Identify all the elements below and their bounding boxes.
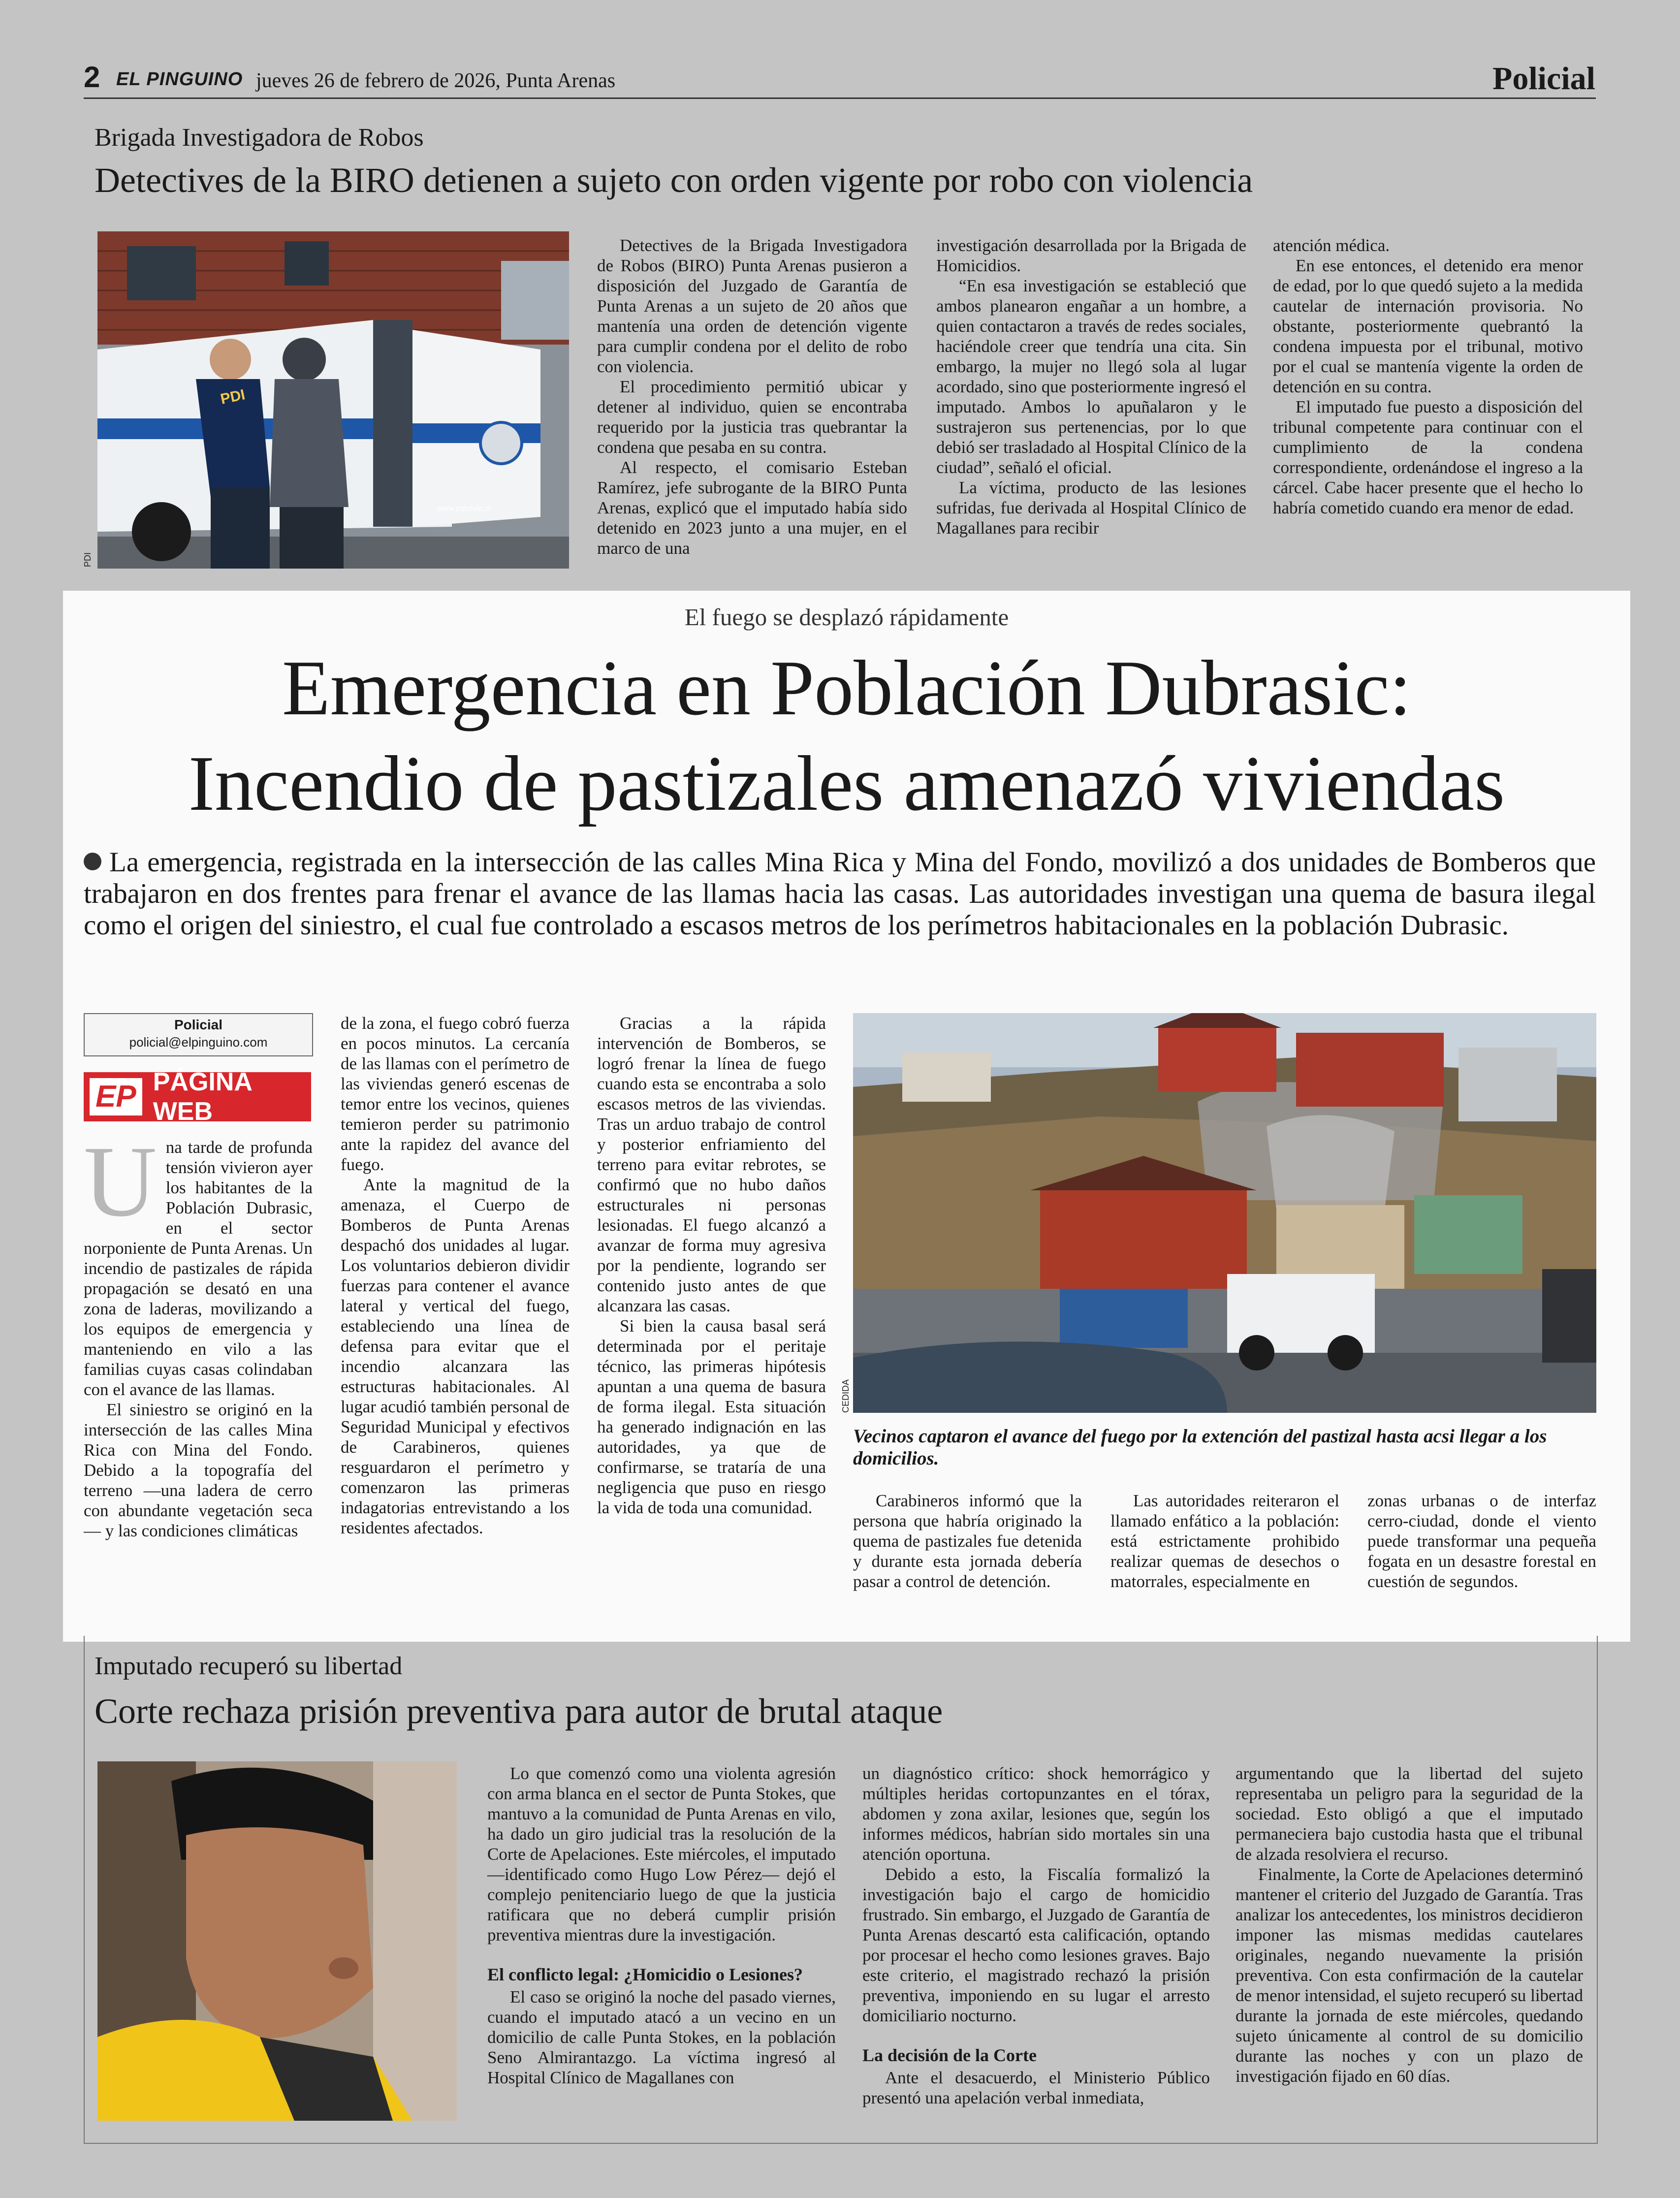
paragraph: Las autoridades reiteraron el llamado enfático a la población: está estrictamente prohibido realizar quemas de desechos o matorrales, especialmente en [1110, 1491, 1339, 1591]
paragraph: Detectives de la Brigada Investigadora de Robos (BIRO) Punta Arenas pusieron a disposición del Juzgado de Garantía de Punta Arenas a un sujeto de 20 años que mantenía una orden de detención vigente para cumplir condena por el delito de robo con violencia. [597, 236, 907, 376]
story3-column-3 [1236, 1763, 1583, 2086]
dateline: jueves 26 de febrero de 2026, Punta Arenas [256, 69, 616, 92]
paragraph: En ese entonces, el detenido era menor de edad, por lo que quedó sujeto a la medida cautelar de internación provisoria. No obstante, posteriormente quebrantó la condena impuesta por el tribunal, motivo por el cual se mantenía vigente la orden de detención en su contra. [1273, 256, 1583, 396]
feature-headline-line-1: Emergencia en Población Dubrasic: [282, 644, 1412, 732]
feature-photo [853, 1013, 1596, 1413]
lead-text: La emergencia, registrada en la intersección de las calles Mina Rica y Mina del Fondo, movilizó a dos unidades de Bomberos que trabajaron en dos frentes para frenar el avance de las llamas hacia las casas. Las autoridades investigan una quema de basura ilegal como el origen del siniestro, el cual fue controlado a escasos metros de los perímetros habitacionales en la población Dubrasic. [84, 847, 1596, 941]
byline-email[interactable]: policial@elpinguino.com [129, 1035, 268, 1050]
paragraph: de la zona, el fuego cobró fuerza en pocos minutos. La cercanía de las llamas con el perímetro de las viviendas generó escenas de temor entre los vecinos, quienes temieron perder su patrimonio ante la rapidez del avance del fuego. [341, 1014, 570, 1174]
byline-section: Policial [174, 1017, 223, 1032]
feature-kicker: El fuego se desplazó rápidamente [684, 604, 1009, 631]
section-title: Policial [1492, 61, 1595, 96]
byline-box [84, 1013, 313, 1056]
paragraph: Carabineros informó que la persona que habría originado la quema de pastizales fue detenida y durante esta jornada debería pasar a control de detención. [853, 1491, 1082, 1591]
dropcap: U [84, 1125, 157, 1238]
story1-column-3 [1273, 235, 1583, 518]
feature-column-3 [597, 1013, 826, 1518]
feature-column-4 [853, 1491, 1082, 1592]
story3-subhead-1: El conflicto legal: ¿Homicidio o Lesiones? [487, 1965, 803, 1984]
hillside-fire-illustration [853, 1013, 1596, 1413]
paragraph: Si bien la causa basal será determinada por el peritaje técnico, las primeras hipótesis apuntan a una quema de basura de forma ilegal. Esta situación ha generado indignación en las autoridades, ya que de confirmarse, se trataría de una negligencia que puso en riesgo la vida de toda una comunidad. [597, 1316, 826, 1517]
story1-photo-credit: PDI [83, 552, 93, 567]
paragraph: argumentando que la libertad del sujeto representaba un peligro para la seguridad de la sociedad. Esto obligó a que el imputado permaneciera bajo custodia hasta que el tribunal de alzada resolviera el recurso. [1236, 1764, 1583, 1864]
paragraph: atención médica. [1273, 236, 1390, 255]
story1-photo [97, 231, 569, 569]
paragraph: Ante el desacuerdo, el Ministerio Público presentó una apelación verbal inmediata, [862, 2068, 1210, 2107]
story1-column-2 [936, 235, 1246, 538]
paragraph: investigación desarrollada por la Brigada de Homicidios. [936, 236, 1246, 275]
paragraph: “En esa investigación se estableció que ambos planearon engañar a un hombre, a quien contactaron a través de redes sociales, haciéndole creer que tendría una cita. Sin embargo, la mujer no llegó sola al lugar acordado, sino que posteriormente ingresó el imputado. Ambos lo apuñalaron y le sustrajeron sus pertenencias, por lo que debió ser trasladado al Hospital Clínico de la ciudad”, señaló el oficial. [936, 276, 1246, 477]
paragraph: Debido a esto, la Fiscalía formalizó la investigación bajo el cargo de homicidio frustrado. Sin embargo, el Juzgado de Garantía de Punta Arenas descartó esta calificación, optando por procesar el hecho como lesiones graves. Bajo este criterio, el magistrado rechazó la prisión preventiva, imponiendo en su lugar el arresto domiciliario nocturno. [862, 1865, 1210, 2025]
story3-subhead-2: La decisión de la Corte [862, 2045, 1037, 2065]
page-number: 2 [84, 61, 100, 94]
feature-lead [84, 847, 1596, 941]
feature-column-2 [341, 1013, 570, 1538]
paragraph: El procedimiento permitió ubicar y detener al individuo, quien se encontraba requerido por la justicia tras quebrantar la condena que pesaba en su contra. [597, 377, 907, 457]
police-arrest-illustration [97, 231, 569, 569]
portrait-illustration [97, 1761, 457, 2121]
paragraph: na tarde de profunda tensión vivieron ayer los habitantes de la Población Dubrasic, en el sector norponiente de Punta Arenas. Un incendio de pastizales de rápida propagación se desató en una zona de laderas, movilizando a los equipos de emergencia y manteniendo en vilo a las familias cuyas casas colindaban con el avance de las llamas. [84, 1138, 313, 1399]
story3-column-2 [862, 1763, 1210, 2108]
feature-headline-line-2: Incendio de pastizales amenazó viviendas [188, 739, 1505, 827]
feature-headline [63, 640, 1630, 831]
paragraph: Al respecto, el comisario Esteban Ramírez, jefe subrogante de la BIRO Punta Arenas, explicó que el imputado había sido detenido en 2023 junto a una mujer, en el marco de una [597, 458, 907, 558]
paragraph: El caso se originó la noche del pasado viernes, cuando el imputado atacó a un vecino en un domicilio de calle Punta Stokes, en la población Seno Almirantazgo. La víctima ingresó al Hospital Clínico de Magallanes con [487, 1987, 836, 2087]
ep-logo: EP [90, 1078, 142, 1115]
paragraph: El imputado fue puesto a disposición del tribunal competente para continuar con el cumplimiento de la condena correspondiente, ordenándose el ingreso a la cárcel. Cabe hacer presente que el hecho lo habría cometido cuando era menor de edad. [1273, 397, 1583, 517]
feature-photo-credit: CEDIDA [841, 1379, 851, 1413]
feature-column-6 [1367, 1491, 1596, 1592]
vehicle-url: www.pdichile.cl [437, 505, 491, 513]
paragraph: Gracias a la rápida intervención de Bomberos, se logró frenar la línea de fuego cuando esta se encontraba a solo escasos metros de las viviendas. Tras un arduo trabajo de control y posterior enfriamiento del terreno para evitar rebrotes, se confirmó que no hubo daños estructurales ni personas lesionadas. El fuego alcanzó a avanzar de forma muy agresiva por la pendiente, logrando ser contenido justo antes de que alcanzara las casas. [597, 1014, 826, 1315]
paragraph: zonas urbanas o de interfaz cerro-ciudad, donde el viento puede transformar una pequeña fogata en un desastre forestal en cuestión de segundos. [1367, 1491, 1596, 1591]
paragraph: Ante la magnitud de la amenaza, el Cuerpo de Bomberos de Punta Arenas despachó dos unidades al lugar. Los voluntarios debieron dividir fuerzas para contener el avance lateral y vertical del fuego, estableciendo una línea de defensa para evitar que el incendio alcanzara las estructuras habitacionales. Al lugar acudió también personal de Seguridad Municipal y efectivos de Carabineros, quienes resguardaron el perímetro y comenzaron las primeras indagatorias entrevistando a los residentes afectados. [341, 1175, 570, 1537]
story1-kicker: Brigada Investigadora de Robos [95, 124, 424, 152]
story3-photo [97, 1761, 457, 2121]
feature-column-1 [84, 1125, 313, 1541]
paragraph: un diagnóstico crítico: shock hemorrágico y múltiples heridas cortopunzantes en el tórax, abdomen y zona axilar, lesiones que, según los informes médicos, habrían sido mortales sin una atención oportuna. [862, 1764, 1210, 1864]
feature-column-5 [1110, 1491, 1339, 1592]
web-page-badge[interactable] [84, 1068, 311, 1126]
vest-label: PDI [219, 386, 247, 408]
paragraph: Lo que comenzó como una violenta agresión con arma blanca en el sector de Punta Stokes, que mantuvo a la comunidad de Punta Arenas en vilo, ha dado un giro judicial tras la resolución de la Corte de Apelaciones. Este miércoles, el imputado —identificado como Hugo Low Pérez— dejó el complejo penitenciario luego de que la justicia ratificara que no deberá cumplir prisión preventiva mientras dure la investigación. [487, 1764, 836, 1944]
bullet-icon [84, 853, 101, 870]
story1-column-1 [597, 235, 907, 558]
paragraph: Finalmente, la Corte de Apelaciones determinó mantener el criterio del Juzgado de Garantía. Tras analizar los antecedentes, los ministros decidieron imponer las mismas medidas cautelares originales, negando nuevamente la prisión preventiva. Con esta confirmación de la cautelar de menor intensidad, el sujeto recuperó su libertad durante la jornada de este miércoles, quedando sujeto únicamente al control de su domicilio durante las noches y con un plazo de investigación fijado en 60 días. [1236, 1865, 1583, 2086]
paragraph: El siniestro se originó en la intersección de las calles Mina Rica con Mina del Fondo. Debido a la topografía del terreno —una ladera de cerro con abundante vegetación seca— y las condiciones climáticas [84, 1400, 313, 1540]
story3-headline: Corte rechaza prisión preventiva para autor de brutal ataque [95, 1691, 943, 1731]
feature-photo-caption: Vecinos captaron el avance del fuego por la extención del pastizal hasta acsi llegar a los domicilios. [853, 1426, 1547, 1469]
story1-headline: Detectives de la BIRO detienen a sujeto con orden vigente por robo con violencia [95, 160, 1253, 200]
newspaper-brand: EL PINGUINO [116, 69, 243, 90]
paragraph: La víctima, producto de las lesiones sufridas, fue derivada al Hospital Clínico de Magallanes para recibir [936, 478, 1246, 538]
story3-column-1 [487, 1763, 836, 2088]
story3-kicker: Imputado recuperó su libertad [95, 1652, 403, 1680]
web-page-label: PÁGINA WEB [153, 1068, 252, 1126]
